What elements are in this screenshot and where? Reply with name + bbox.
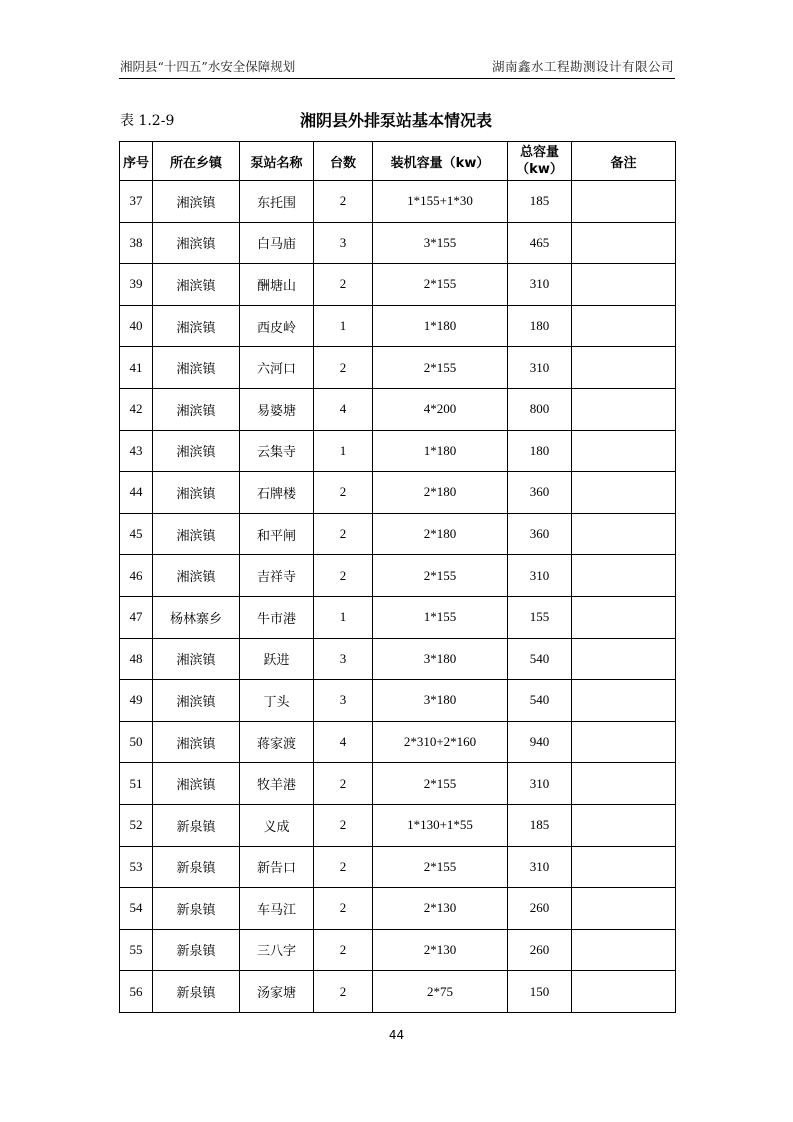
total-capacity-cell: 360 [508,513,572,555]
installed-capacity-cell: 2*130 [373,888,508,930]
installed-capacity-cell: 3*180 [373,638,508,680]
total-capacity-cell: 185 [508,181,572,223]
table-body [120,181,676,1013]
table-row [120,347,676,389]
unit-count-cell: 3 [314,222,373,264]
total-capacity-cell: 260 [508,929,572,971]
table-row [120,763,676,805]
total-capacity-cell: 360 [508,472,572,514]
station-name-cell: 西皮岭 [240,305,314,347]
town-cell: 湘滨镇 [153,347,240,389]
installed-capacity-cell: 2*75 [373,971,508,1013]
table-title: 湘阴县外排泵站基本情况表 [300,111,493,130]
index-cell: 51 [120,763,153,805]
unit-count-cell: 2 [314,763,373,805]
remarks-cell [572,680,676,722]
station-name-cell: 易婆塘 [240,388,314,430]
town-cell: 湘滨镇 [153,388,240,430]
header-divider [119,78,675,79]
installed-capacity-cell: 2*155 [373,555,508,597]
table-row [120,846,676,888]
installed-capacity-cell: 1*180 [373,305,508,347]
installed-capacity-cell: 2*180 [373,472,508,514]
station-name-cell: 六河口 [240,347,314,389]
index-cell: 48 [120,638,153,680]
index-cell: 47 [120,596,153,638]
table-row [120,264,676,306]
total-capacity-cell: 310 [508,763,572,805]
remarks-cell [572,305,676,347]
town-cell: 新泉镇 [153,929,240,971]
town-cell: 湘滨镇 [153,222,240,264]
town-cell: 湘滨镇 [153,513,240,555]
station-name-cell: 东托围 [240,181,314,223]
town-cell: 新泉镇 [153,971,240,1013]
remarks-cell [572,638,676,680]
unit-count-cell: 2 [314,347,373,389]
town-cell: 湘滨镇 [153,638,240,680]
table-number: 表 1.2-9 [120,113,175,129]
station-name-cell: 汤家塘 [240,971,314,1013]
table-caption [120,108,674,132]
station-name-cell: 跃进 [240,638,314,680]
remarks-cell [572,846,676,888]
total-capacity-cell: 310 [508,846,572,888]
total-capacity-cell: 540 [508,638,572,680]
index-cell: 53 [120,846,153,888]
remarks-cell [572,513,676,555]
remarks-cell [572,472,676,514]
remarks-cell [572,804,676,846]
header-cell-total-capacity [508,142,572,181]
header-cell-station-name: 泵站名称 [240,142,314,181]
installed-capacity-cell: 2*310+2*160 [373,721,508,763]
header-cell-installed-capacity: 装机容量（kw） [373,142,508,181]
header-total-capacity-text: 总容量（kw） [516,145,563,177]
table-row [120,680,676,722]
index-cell: 52 [120,804,153,846]
station-name-cell: 牛市港 [240,596,314,638]
unit-count-cell: 3 [314,680,373,722]
station-name-cell: 吉祥寺 [240,555,314,597]
unit-count-cell: 2 [314,846,373,888]
installed-capacity-cell: 2*155 [373,264,508,306]
unit-count-cell: 2 [314,472,373,514]
total-capacity-cell: 260 [508,888,572,930]
table-row [120,888,676,930]
installed-capacity-cell: 4*200 [373,388,508,430]
header-document-title: 湘阴县“十四五”水安全保障规划 [120,59,296,74]
unit-count-cell: 4 [314,721,373,763]
remarks-cell [572,888,676,930]
table-row [120,929,676,971]
station-name-cell: 车马江 [240,888,314,930]
remarks-cell [572,721,676,763]
table-row [120,305,676,347]
index-cell: 44 [120,472,153,514]
total-capacity-cell: 180 [508,305,572,347]
index-cell: 45 [120,513,153,555]
page-number: 44 [388,1028,405,1042]
remarks-cell [572,929,676,971]
town-cell: 湘滨镇 [153,721,240,763]
installed-capacity-cell: 2*130 [373,929,508,971]
index-cell: 50 [120,721,153,763]
table-header-row [120,142,676,181]
header-company-name: 湖南鑫水工程勘测设计有限公司 [491,59,674,74]
installed-capacity-cell: 1*130+1*55 [373,804,508,846]
station-name-cell: 丁头 [240,680,314,722]
unit-count-cell: 2 [314,264,373,306]
town-cell: 杨林寨乡 [153,596,240,638]
index-cell: 54 [120,888,153,930]
remarks-cell [572,388,676,430]
remarks-cell [572,596,676,638]
table-row [120,596,676,638]
remarks-cell [572,971,676,1013]
installed-capacity-cell: 1*155 [373,596,508,638]
unit-count-cell: 1 [314,596,373,638]
installed-capacity-cell: 3*180 [373,680,508,722]
remarks-cell [572,347,676,389]
total-capacity-cell: 310 [508,555,572,597]
station-name-cell: 白马庙 [240,222,314,264]
town-cell: 湘滨镇 [153,763,240,805]
remarks-cell [572,555,676,597]
unit-count-cell: 1 [314,305,373,347]
table-row [120,513,676,555]
station-name-cell: 三八字 [240,929,314,971]
station-name-cell: 石牌楼 [240,472,314,514]
station-name-cell: 牧羊港 [240,763,314,805]
installed-capacity-cell: 2*155 [373,846,508,888]
unit-count-cell: 2 [314,513,373,555]
town-cell: 新泉镇 [153,888,240,930]
station-name-cell: 酬塘山 [240,264,314,306]
unit-count-cell: 4 [314,388,373,430]
installed-capacity-cell: 1*155+1*30 [373,181,508,223]
header-cell-remarks: 备注 [572,142,676,181]
town-cell: 湘滨镇 [153,472,240,514]
town-cell: 新泉镇 [153,804,240,846]
town-cell: 湘滨镇 [153,680,240,722]
table-row [120,555,676,597]
remarks-cell [572,181,676,223]
unit-count-cell: 3 [314,638,373,680]
total-capacity-cell: 540 [508,680,572,722]
index-cell: 37 [120,181,153,223]
unit-count-cell: 2 [314,555,373,597]
index-cell: 49 [120,680,153,722]
index-cell: 42 [120,388,153,430]
page-header [120,57,674,77]
index-cell: 41 [120,347,153,389]
total-capacity-cell: 465 [508,222,572,264]
index-cell: 40 [120,305,153,347]
index-cell: 56 [120,971,153,1013]
table-row [120,388,676,430]
installed-capacity-cell: 1*180 [373,430,508,472]
town-cell: 湘滨镇 [153,430,240,472]
table-row [120,430,676,472]
total-capacity-cell: 800 [508,388,572,430]
index-cell: 38 [120,222,153,264]
unit-count-cell: 2 [314,181,373,223]
pump-station-table [119,141,676,1013]
town-cell: 湘滨镇 [153,305,240,347]
station-name-cell: 义成 [240,804,314,846]
total-capacity-cell: 155 [508,596,572,638]
total-capacity-cell: 185 [508,804,572,846]
table-row [120,222,676,264]
table-row [120,638,676,680]
total-capacity-cell: 310 [508,347,572,389]
index-cell: 39 [120,264,153,306]
installed-capacity-cell: 3*155 [373,222,508,264]
town-cell: 湘滨镇 [153,181,240,223]
town-cell: 新泉镇 [153,846,240,888]
unit-count-cell: 2 [314,804,373,846]
town-cell: 湘滨镇 [153,264,240,306]
remarks-cell [572,264,676,306]
installed-capacity-cell: 2*155 [373,763,508,805]
header-cell-index: 序号 [120,142,153,181]
station-name-cell: 新告口 [240,846,314,888]
unit-count-cell: 2 [314,971,373,1013]
remarks-cell [572,763,676,805]
table-row [120,804,676,846]
unit-count-cell: 2 [314,888,373,930]
header-cell-unit-count: 台数 [314,142,373,181]
total-capacity-cell: 940 [508,721,572,763]
header-cell-town: 所在乡镇 [153,142,240,181]
installed-capacity-cell: 2*180 [373,513,508,555]
unit-count-cell: 2 [314,929,373,971]
remarks-cell [572,430,676,472]
station-name-cell: 蒋家渡 [240,721,314,763]
index-cell: 55 [120,929,153,971]
installed-capacity-cell: 2*155 [373,347,508,389]
total-capacity-cell: 180 [508,430,572,472]
station-name-cell: 云集寺 [240,430,314,472]
remarks-cell [572,222,676,264]
index-cell: 43 [120,430,153,472]
unit-count-cell: 1 [314,430,373,472]
table-row [120,472,676,514]
index-cell: 46 [120,555,153,597]
town-cell: 湘滨镇 [153,555,240,597]
table-row [120,721,676,763]
table-row [120,181,676,223]
total-capacity-cell: 150 [508,971,572,1013]
total-capacity-cell: 310 [508,264,572,306]
station-name-cell: 和平闸 [240,513,314,555]
table-row [120,971,676,1013]
